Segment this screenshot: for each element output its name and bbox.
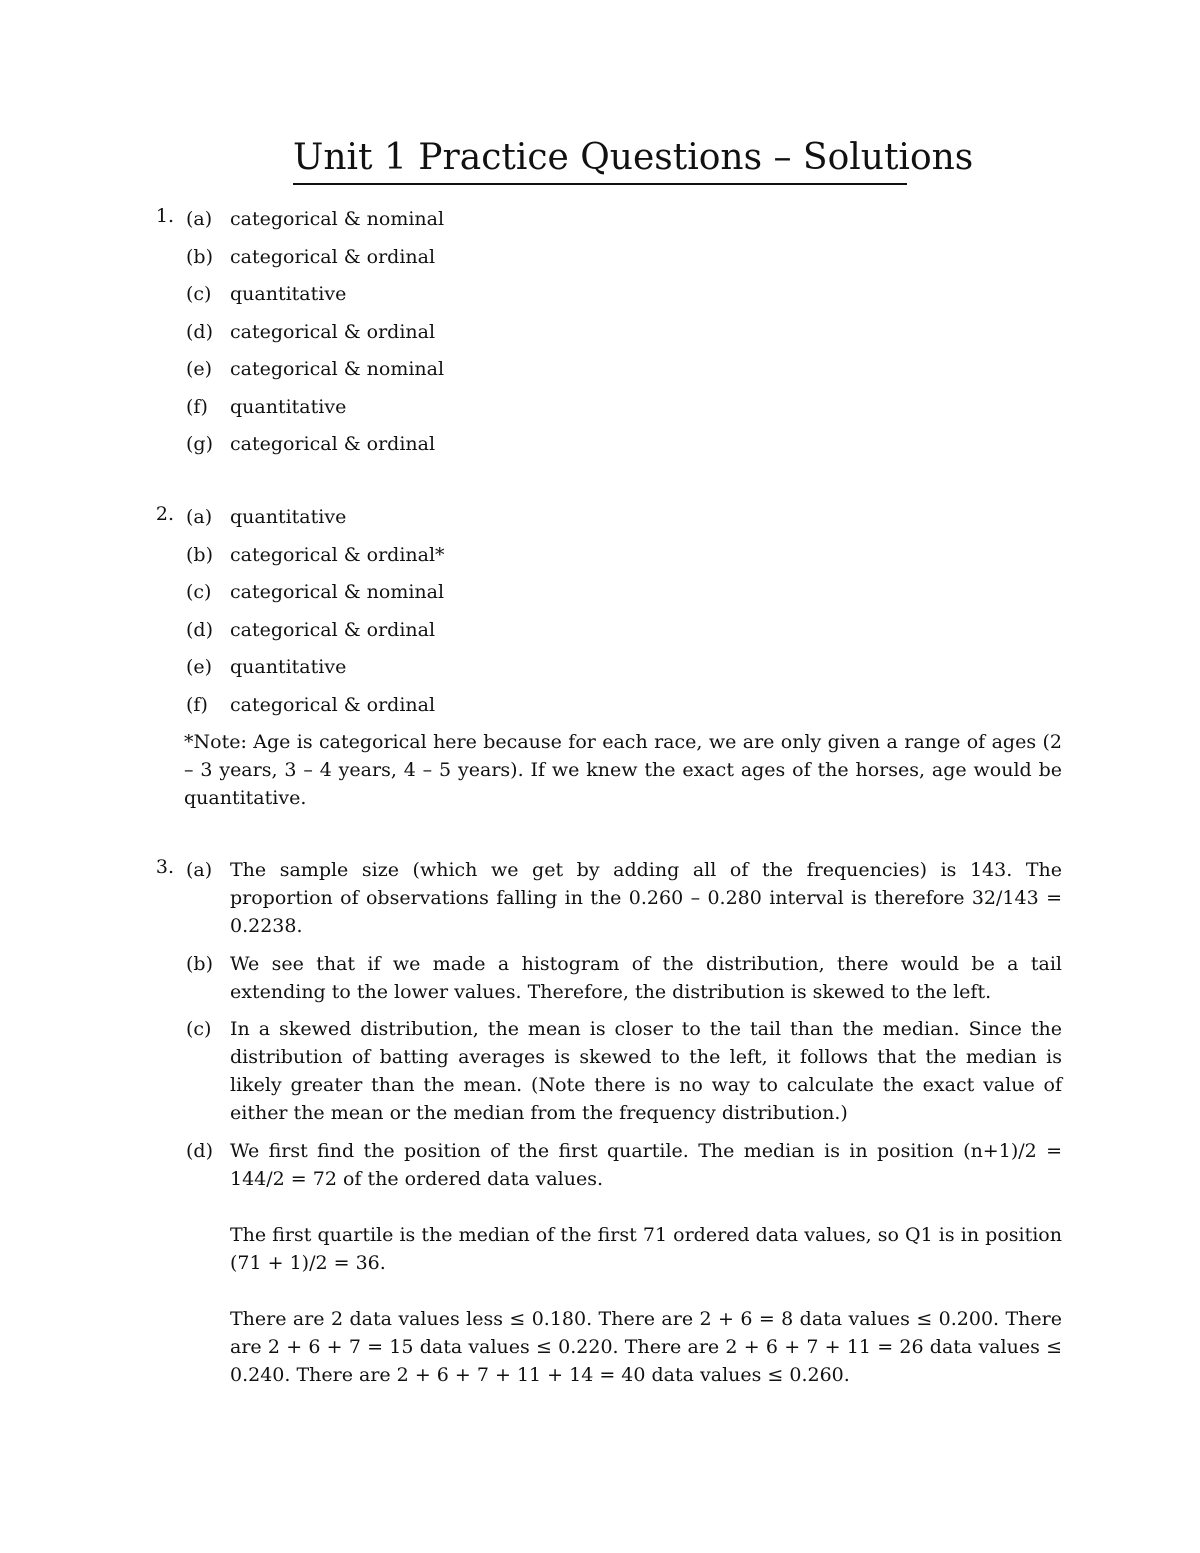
question-number: 3. [155, 856, 174, 878]
answer-text: categorical & nominal [230, 358, 445, 380]
answer-item [150, 205, 1062, 233]
answer-label: (f) [186, 395, 208, 418]
answer-text: categorical & ordinal [230, 433, 436, 455]
footnote: *Note: Age is categorical here because for each race, we are only given a range of ages (2 – 3 years, 3 – 4 years, 4 – 5 years). If we knew the exact ages of the horses, age would be quantitative. [184, 731, 1062, 809]
answer-text: The sample size (which we get by adding all of the frequencies) is 143. The proportion of observations falling in the 0.260 – 0.280 interval is therefore 32/143 = 0.2238. [230, 859, 1062, 937]
answer-text: categorical & ordinal [230, 693, 436, 716]
answer-label: (g) [186, 433, 213, 455]
page-title: Unit 1 Practice Questions – Solutions [293, 136, 907, 185]
answer-item [150, 616, 1062, 644]
answer-item [150, 280, 1062, 308]
answer-text: quantitative [230, 506, 347, 528]
answer-item [150, 430, 1062, 458]
answer-text: categorical & ordinal* [230, 543, 445, 566]
answer-text: categorical & ordinal [230, 618, 436, 641]
answer-text: categorical & nominal [230, 208, 445, 230]
answer-item [150, 950, 1062, 1006]
question-1 [150, 205, 1062, 468]
answer-label: (b) [186, 543, 213, 566]
answer-item [150, 856, 1062, 940]
answer-label: (c) [186, 1018, 212, 1040]
answer-text: quantitative [230, 283, 347, 305]
answer-label: (e) [186, 358, 213, 380]
answer-item [150, 653, 1062, 681]
answer-item [150, 318, 1062, 346]
answer-label: (b) [186, 952, 213, 975]
answer-label: (d) [186, 618, 213, 641]
answer-paragraph: The first quartile is the median of the first 71 ordered data values, so Q1 is in position (71 + 1)/2 = 36. [230, 1223, 1062, 1274]
answer-label: (a) [186, 506, 213, 528]
question-number: 2. [155, 503, 174, 525]
answer-item [150, 1015, 1062, 1127]
answer-item [150, 355, 1062, 383]
answer-label: (e) [186, 656, 213, 678]
question-2 [150, 503, 1062, 812]
answer-label: (d) [186, 1139, 213, 1162]
answer-text: In a skewed distribution, the mean is closer to the tail than the median. Since the distribution of batting averages is skewed to the left, it follows that the median is likely greater than the mean. (Note there is no way to calculate the exact value of either the mean or the median from the frequency distribution.) [230, 1018, 1062, 1124]
answer-item [150, 393, 1062, 421]
answer-item [150, 691, 1062, 719]
question-number: 1. [155, 205, 174, 227]
answer-item [150, 503, 1062, 531]
answer-label: (c) [186, 283, 212, 305]
answer-label: (a) [186, 208, 213, 230]
answer-item [150, 243, 1062, 271]
answer-text: quantitative [230, 656, 347, 678]
answer-item [150, 541, 1062, 569]
answer-paragraph: We first find the position of the first quartile. The median is in position (n+1)/2 = 144/2 = 72 of the ordered data values. [230, 1139, 1062, 1190]
question-3 [150, 856, 1062, 1398]
answer-text: categorical & ordinal [230, 320, 436, 343]
answer-text: categorical & nominal [230, 581, 445, 603]
answer-text: categorical & ordinal [230, 245, 436, 268]
answer-item [150, 1137, 1062, 1389]
answer-text: We see that if we made a histogram of the distribution, there would be a tail extending to the lower values. Therefore, the distribution is skewed to the left. [230, 952, 1062, 1003]
answer-label: (f) [186, 693, 208, 716]
answer-paragraph: There are 2 data values less ≤ 0.180. There are 2 + 6 = 8 data values ≤ 0.200. There are 2 + 6 + 7 = 15 data values ≤ 0.220. There are 2 + 6 + 7 + 11 = 26 data values ≤ 0.240. There are 2 + 6 + 7 + 11 + 14 = 40 data values ≤ 0.260. [230, 1307, 1062, 1386]
answer-label: (c) [186, 581, 212, 603]
answer-label: (d) [186, 320, 213, 343]
answer-text: quantitative [230, 395, 347, 418]
answer-label: (a) [186, 859, 213, 881]
answer-item [150, 578, 1062, 606]
answer-label: (b) [186, 245, 213, 268]
